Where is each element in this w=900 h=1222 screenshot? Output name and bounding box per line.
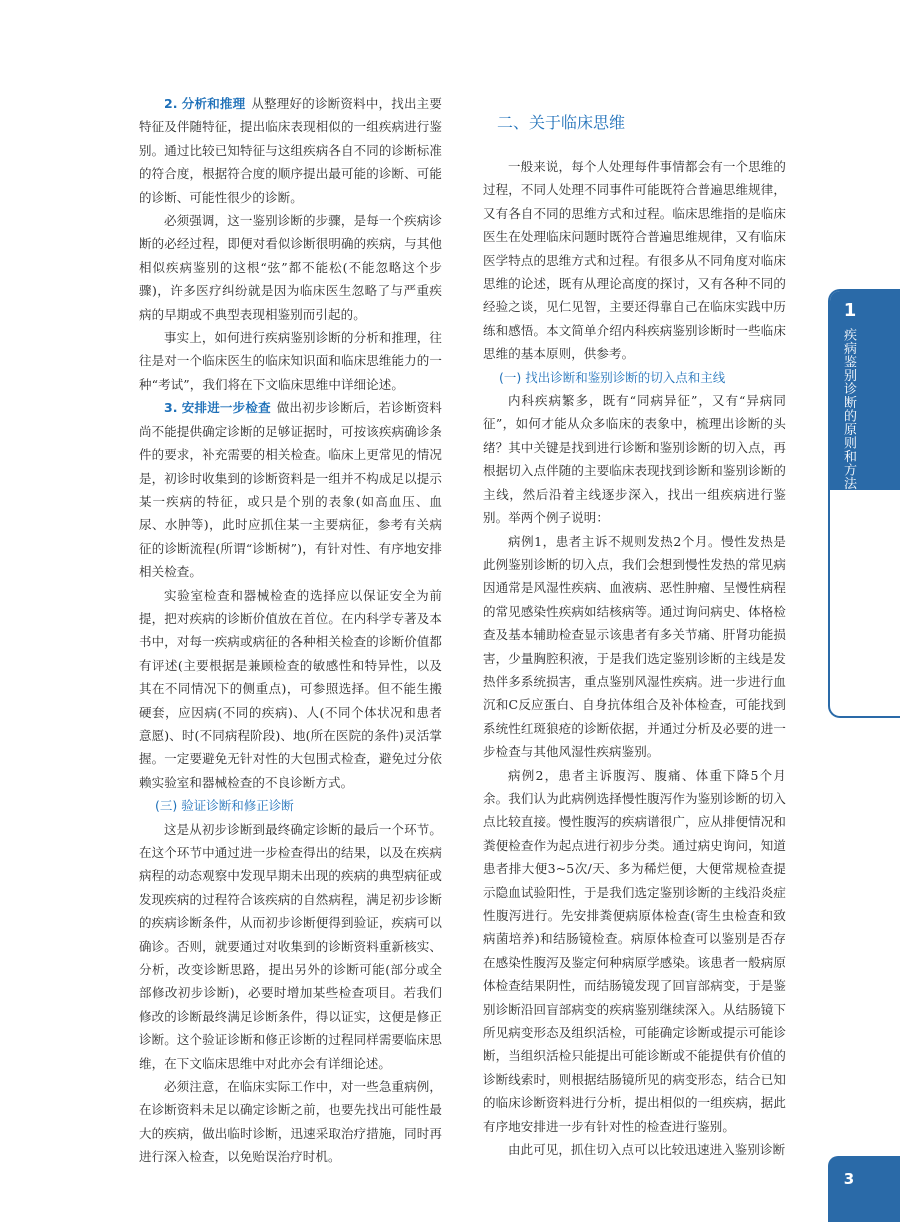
section-lead [164,96,245,111]
chapter-title: 疾病鉴别诊断的原则和方法 [841,328,856,490]
section-heading: 二、关于临床思维 [497,113,626,132]
subheading: (一) 找出诊断和鉴别诊断的切入点和主线 [499,369,726,385]
paragraph: 一般来说，每个人处理每件事情都会有一个思维的过程，不同人处理不同事件可能既符合普遍思维规律，又有各自不同的思维方式和过程。临床思维指的是临床医生在处理临床问题时既符合普遍思维规律，又有临床医学特点的思维方式和过程。有很多从不同角度对临床思维的论述，既有从理论高度的探讨，又有各种不同的经验之谈，见仁见智，主要还得靠自己在临床实践中历练和感悟。本文简单介绍内科疾病鉴别诊断时一些临床思维的基本原则，供参考。 [483,159,786,362]
paragraph [139,396,442,583]
page-number-tab [828,1156,900,1222]
section-number: 3. [164,400,178,416]
paragraph-text: 做出初步诊断后，若诊断资料尚不能提供确定诊断的足够证据时，可按该疾病确诊条件的要求，补充需要的相关检查。临床上更常见的情况是，初诊时收集到的诊断资料是一组并不构成足以提示某一疾病的特征，或只是个别的表象(如高血压、血尿、水肿等)，此时应抓住某一主要病征，参考有关病征的诊断流程(所谓“诊断树”)，有针对性、有序地安排相关检查。 [139,400,442,580]
page-number: 3 [843,1170,855,1188]
paragraph: 这是从初步诊断到最终确定诊断的最后一个环节。在这个环节中通过进一步检查得出的结果，以及在疾病病程的动态观察中发现早期未出现的疾病的典型病征或发现疾病的过程符合该疾病的自然病程，满足初步诊断的疾病诊断条件，从而初步诊断便得到验证，疾病可以确诊。否则，就要通过对收集到的诊断资料重新核实、分析，改变诊断思路，提出另外的诊断可能(部分或全部修改初步诊断)，必要时增加某些检查项目。若我们修改的诊断最终满足诊断条件，得以证实，这便是修正诊断。这个验证诊断和修正诊断的过程同样需要临床思维，在下文临床思维中对此亦会有详细论述。 [139,821,442,1071]
paragraph: 病例2，患者主诉腹泻、腹痛、体重下降5个月余。我们认为此病例选择慢性腹泻作为鉴别诊断的切入点比较直接。慢性腹泻的疾病谱很广，应从排便情况和粪便检查作为起点进行初步分类。通过病史询问，知道患者排大便3~5次/天、多为稀烂便，大便常规检查提示隐血试验阳性，于是我们选定鉴别诊断的主线沿炎症性腹泻进行。先安排粪便病原体检查(寄生虫检查和致病菌培养)和结肠镜检查。病原体检查可以鉴别是否存在感染性腹泻及鉴定何种病原学感染。该患者一般病原体检查结果阴性，而结肠镜发现了回盲部病变，于是鉴别诊断沿回盲部病变的疾病鉴别继续深入。从结肠镜下所见病变形态及组织活检，可能确定诊断或提示可能诊断，当组织活检只能提出可能诊断或不能提供有价值的诊断线索时，则根据结肠镜所见的病变形态，结合已知的临床诊断资料进行分析，提出相似的一组疾病，据此有序地安排进一步有针对性的检查进行鉴别。 [483,767,786,1134]
paragraph: 病例1，患者主诉不规则发热2个月。慢性发热是此例鉴别诊断的切入点，我们会想到慢性发热的常见病因通常是风湿性疾病、血液病、恶性肿瘤、呈慢性病程的常见感染性疾病如结核病等。通过询问病史、体格检查及基本辅助检查显示该患者有多关节痛、肝肾功能损害，少量胸腔积液，于是我们选定鉴别诊断的主线是发热伴多系统损害，重点鉴别风湿性疾病。进一步进行血沉和C反应蛋白、自身抗体组合及补体检查，可能找到系统性红斑狼疮的诊断依据，并通过分析及必要的进一步检查与其他风湿性疾病鉴别。 [483,533,786,760]
paragraph [139,92,442,209]
paragraph: 内科疾病繁多，既有“同病异征”，又有“异病同征”，如何才能从众多临床的表象中，梳理出诊断的头绪？其中关键是找到进行诊断和鉴别诊断的切入点，再根据切入点伴随的主要临床表现找到诊断和鉴别诊断的主线，然后沿着主线逐步深入，找出一组疾病进行鉴别。举两个例子说明： [483,393,786,526]
subheading: (三) 验证诊断和修正诊断 [155,798,294,814]
left-column [139,92,442,1169]
section-title: 分析和推理 [181,96,246,111]
paragraph: 实验室检查和器械检查的选择应以保证安全为前提，把对疾病的诊断价值放在首位。在内科学专著及本书中，对每一疾病或病征的各种相关检查的诊断价值都有评述(主要根据是兼顾检查的敏感性和特异性，以及其在不同情况下的侧重点)，可参照选择。但不能生搬硬套，应因病(不同的疾病)、人(不同个体状况和患者意愿)、时(不同病程阶段)、地(所在医院的条件)灵活掌握。一定要避免无针对性的大包围式检查，避免过分依赖实验室和器械检查的不良诊断方式。 [139,587,442,790]
section-number: 2. [164,96,178,111]
paragraph: 事实上，如何进行疾病鉴别诊断的分析和推理，往往是对一个临床医生的临床知识面和临床思维能力的一种“考试”，我们将在下文临床思维中详细论述。 [139,330,442,392]
paragraph: 由此可见，抓住切入点可以比较迅速进入鉴别诊断 [508,1142,786,1158]
right-column [483,92,786,1161]
paragraph: 必须强调，这一鉴别诊断的步骤，是每一个疾病诊断的必经过程，即便对看似诊断很明确的疾病，与其他相似疾病鉴别的这根“弦”都不能松(不能忽略这个步骤)，许多医疗纠纷就是因为临床医生忽略了与严重疾病的早期或不典型表现相鉴别而引起的。 [139,213,442,322]
paragraph: 必须注意，在临床实际工作中，对一些急重病例，在诊断资料未足以确定诊断之前，也要先找出可能性最大的疾病，做出临时诊断，迅速采取治疗措施，同时再进行深入检查，以免贻误治疗时机。 [139,1079,442,1165]
chapter-number: 1 [843,300,857,321]
section-lead [164,400,271,415]
paragraph-text: 从整理好的诊断资料中，找出主要特征及伴随特征，提出临床表现相似的一组疾病进行鉴别。通过比较已知特征与这组疾病各自不同的诊断标准的符合度，根据符合度的顺序提出最可能的诊断、可能的诊断、可能性很少的诊断。 [139,96,442,205]
section-title: 安排进一步检查 [181,400,271,416]
